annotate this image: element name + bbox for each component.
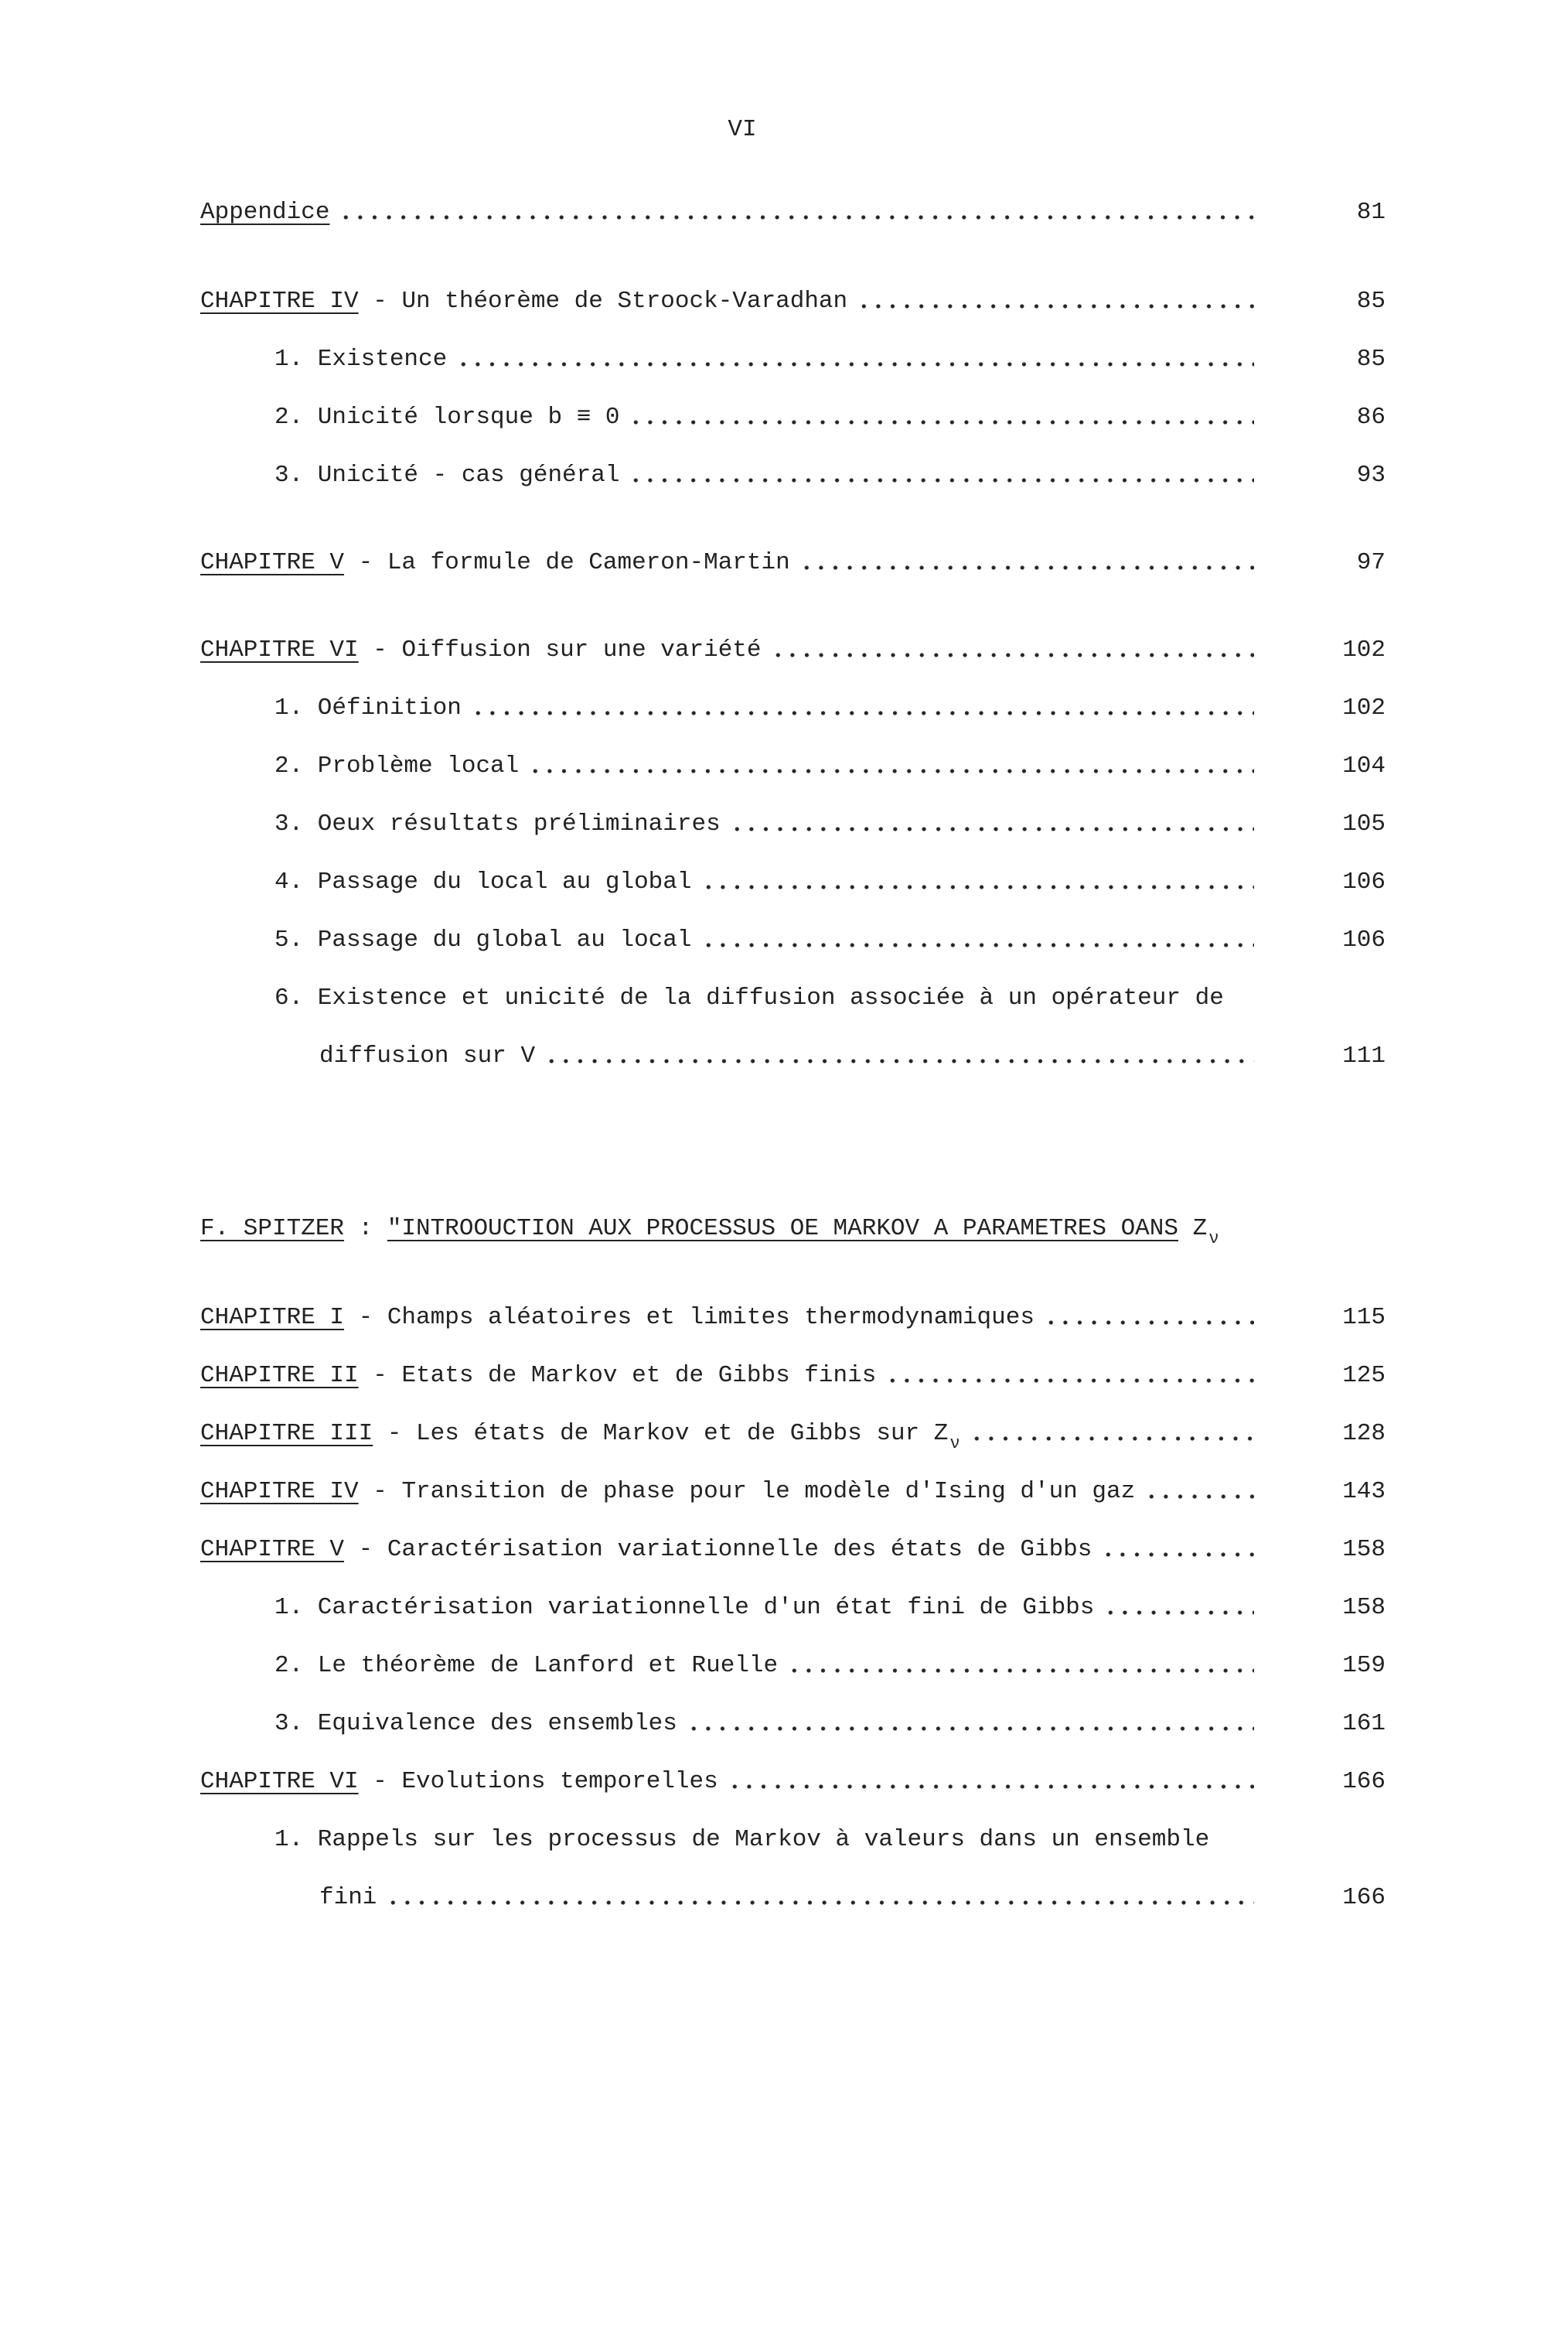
chapter-label: CHAPITRE IV bbox=[200, 1478, 359, 1505]
page-number: 143 bbox=[1342, 1478, 1386, 1505]
dot-leader bbox=[701, 911, 1255, 969]
dot-leader bbox=[730, 795, 1254, 853]
entry-text bbox=[274, 737, 1254, 795]
entry-text bbox=[200, 1463, 1254, 1521]
page-number: 166 bbox=[1342, 1768, 1386, 1795]
entry-text bbox=[200, 1347, 1254, 1405]
dot-leader bbox=[1103, 1579, 1254, 1637]
section-title: 2. Unicité lorsque b ≡ 0 bbox=[274, 404, 620, 431]
dot-leader bbox=[728, 1753, 1254, 1811]
toc-entry-chapter bbox=[0, 1753, 1568, 1811]
chapter-label: CHAPITRE II bbox=[200, 1362, 359, 1389]
toc-entry-section bbox=[0, 1695, 1568, 1753]
entry-text bbox=[200, 1521, 1254, 1579]
toc-entry-continuation bbox=[0, 1869, 1568, 1927]
toc-entry-chapter bbox=[0, 1521, 1568, 1579]
chapter-title: - Les états de Markov et de Gibbs sur bbox=[387, 1420, 920, 1447]
toc-entry-chapter bbox=[0, 1289, 1568, 1347]
entry-text bbox=[274, 446, 1254, 504]
section-title: 1. Caractérisation variationnelle d'un état fini de Gibbs bbox=[274, 1594, 1095, 1621]
dot-leader bbox=[471, 679, 1254, 737]
section-title: 1. Existence bbox=[274, 346, 448, 373]
toc-entry-section bbox=[0, 853, 1568, 911]
page-number: 106 bbox=[1342, 927, 1386, 954]
page-number: 125 bbox=[1342, 1362, 1386, 1389]
page-number: 85 bbox=[1356, 346, 1386, 373]
dot-leader bbox=[629, 388, 1254, 446]
chapter-label: CHAPITRE III bbox=[200, 1420, 373, 1447]
page-number: 166 bbox=[1342, 1884, 1386, 1911]
page-number: 158 bbox=[1342, 1536, 1386, 1563]
section-title: 1. Rappels sur les processus de Markov à valeurs dans un ensemble bbox=[274, 1826, 1210, 1853]
entry-text bbox=[274, 388, 1254, 446]
page-number: 106 bbox=[1342, 869, 1386, 896]
dot-leader bbox=[544, 1027, 1254, 1085]
toc-entry-section bbox=[0, 1637, 1568, 1695]
dot-leader bbox=[701, 853, 1255, 911]
toc-entry-chapter bbox=[0, 534, 1568, 592]
chapter-title: - La formule de Cameron-Martin bbox=[358, 549, 790, 576]
part-title: "INTROOUCTION AUX PROCESSUS OE MARKOV A PARAMETRES OANS bbox=[387, 1215, 1178, 1242]
chapter-title: - Evolutions temporelles bbox=[373, 1768, 718, 1795]
appendix-label: Appendice bbox=[200, 199, 330, 226]
chapter-label: CHAPITRE IV bbox=[200, 288, 359, 315]
math-subscript: ν bbox=[949, 1434, 960, 1453]
entry-text bbox=[274, 1695, 1254, 1753]
page-number: 115 bbox=[1342, 1304, 1386, 1331]
dot-leader bbox=[799, 534, 1254, 592]
entry-text bbox=[274, 330, 1254, 388]
chapter-label: CHAPITRE V bbox=[200, 1536, 345, 1563]
dot-leader bbox=[456, 330, 1254, 388]
section-title: 1. Oéfinition bbox=[274, 695, 462, 722]
dot-leader bbox=[857, 272, 1254, 330]
dot-leader bbox=[1144, 1463, 1254, 1521]
chapter-label: CHAPITRE I bbox=[200, 1304, 345, 1331]
entry-text bbox=[200, 1405, 1254, 1463]
section-title-continuation: diffusion sur V bbox=[319, 1043, 536, 1070]
entry-text bbox=[274, 853, 1254, 911]
entry-text bbox=[200, 1200, 1254, 1258]
chapter-label: CHAPITRE V bbox=[200, 549, 345, 576]
toc-entry-section bbox=[0, 446, 1568, 504]
entry-text bbox=[200, 1753, 1254, 1811]
chapter-title: - Transition de phase pour le modèle d'Ising d'un gaz bbox=[373, 1478, 1136, 1505]
dot-leader bbox=[970, 1405, 1254, 1463]
page-number: 159 bbox=[1342, 1652, 1386, 1679]
entry-text bbox=[200, 621, 1254, 679]
dot-leader bbox=[687, 1695, 1254, 1753]
page-number: 158 bbox=[1342, 1594, 1386, 1621]
toc-entry-section bbox=[0, 795, 1568, 853]
page-number: 128 bbox=[1342, 1420, 1386, 1447]
toc-entry-section bbox=[0, 1811, 1568, 1869]
entry-text bbox=[274, 1637, 1254, 1695]
math-symbol: Z bbox=[933, 1420, 949, 1447]
page-roman-numeral: VI bbox=[728, 116, 757, 143]
dot-leader bbox=[386, 1869, 1254, 1927]
chapter-title: - Etats de Markov et de Gibbs finis bbox=[373, 1362, 877, 1389]
toc-entry-continuation bbox=[0, 1027, 1568, 1085]
toc-entry-chapter bbox=[0, 272, 1568, 330]
toc-entry-section bbox=[0, 330, 1568, 388]
dot-leader bbox=[885, 1347, 1254, 1405]
chapter-title: - Un théorème de Stroock-Varadhan bbox=[373, 288, 848, 315]
section-title: 3. Unicité - cas général bbox=[274, 462, 620, 489]
toc-entry-chapter bbox=[0, 1405, 1568, 1463]
entry-text bbox=[200, 183, 1254, 241]
section-title: 2. Le théorème de Lanford et Ruelle bbox=[274, 1652, 779, 1679]
toc-entry-section bbox=[0, 737, 1568, 795]
entry-text bbox=[319, 1869, 1254, 1927]
toc-entry-chapter bbox=[0, 1463, 1568, 1521]
toc-entry-section bbox=[0, 679, 1568, 737]
toc-entry-section bbox=[0, 388, 1568, 446]
dot-leader bbox=[629, 446, 1254, 504]
page-number: 81 bbox=[1356, 199, 1386, 226]
math-symbol: Z bbox=[1192, 1215, 1208, 1242]
page-number: 85 bbox=[1356, 288, 1386, 315]
entry-text bbox=[200, 272, 1254, 330]
page-number: 102 bbox=[1342, 637, 1386, 664]
section-title: 3. Equivalence des ensembles bbox=[274, 1710, 677, 1737]
page-number: 105 bbox=[1342, 811, 1386, 838]
page-number: 93 bbox=[1356, 462, 1386, 489]
dot-leader bbox=[771, 621, 1254, 679]
toc-entry-section bbox=[0, 911, 1568, 969]
page-number: 102 bbox=[1342, 695, 1386, 722]
section-title: 3. Oeux résultats préliminaires bbox=[274, 811, 721, 838]
section-title: 4. Passage du local au global bbox=[274, 869, 692, 896]
chapter-title: - Caractérisation variationnelle des états de Gibbs bbox=[358, 1536, 1092, 1563]
entry-text bbox=[200, 534, 1254, 592]
dot-leader bbox=[1101, 1521, 1254, 1579]
entry-text bbox=[274, 969, 1254, 1027]
dot-leader bbox=[787, 1637, 1254, 1695]
page-number: 111 bbox=[1342, 1043, 1386, 1070]
dot-leader bbox=[528, 737, 1254, 795]
dot-leader bbox=[1044, 1289, 1254, 1347]
toc-entry-chapter bbox=[0, 1347, 1568, 1405]
toc-entry-section bbox=[0, 969, 1568, 1027]
math-subscript: ν bbox=[1208, 1229, 1219, 1248]
chapter-title: - Champs aléatoires et limites thermodynamiques bbox=[358, 1304, 1035, 1331]
chapter-label: CHAPITRE VI bbox=[200, 1768, 359, 1795]
author-separator: : bbox=[358, 1215, 373, 1242]
page-number: 104 bbox=[1342, 753, 1386, 780]
entry-text bbox=[319, 1027, 1254, 1085]
entry-text bbox=[274, 679, 1254, 737]
toc-entry-chapter bbox=[0, 621, 1568, 679]
page-number: 161 bbox=[1342, 1710, 1386, 1737]
dot-leader bbox=[339, 183, 1254, 241]
entry-text bbox=[274, 911, 1254, 969]
entry-text bbox=[274, 795, 1254, 853]
section-title-continuation: fini bbox=[319, 1884, 377, 1911]
section-title: 5. Passage du global au local bbox=[274, 927, 692, 954]
toc-entry-section bbox=[0, 1579, 1568, 1637]
chapter-label: CHAPITRE VI bbox=[200, 637, 359, 664]
toc-entry-appendice bbox=[0, 183, 1568, 241]
chapter-title: - Oiffusion sur une variété bbox=[373, 637, 762, 664]
part-heading-spitzer bbox=[0, 1200, 1568, 1258]
entry-text bbox=[200, 1289, 1254, 1347]
table-of-contents bbox=[0, 183, 1568, 1927]
page-number: 86 bbox=[1356, 404, 1386, 431]
author-name: F. SPITZER bbox=[200, 1215, 345, 1242]
entry-text bbox=[274, 1811, 1254, 1869]
section-title: 6. Existence et unicité de la diffusion associée à un opérateur de bbox=[274, 985, 1224, 1012]
page-number: 97 bbox=[1356, 549, 1386, 576]
section-title: 2. Problème local bbox=[274, 753, 520, 780]
entry-text bbox=[274, 1579, 1254, 1637]
